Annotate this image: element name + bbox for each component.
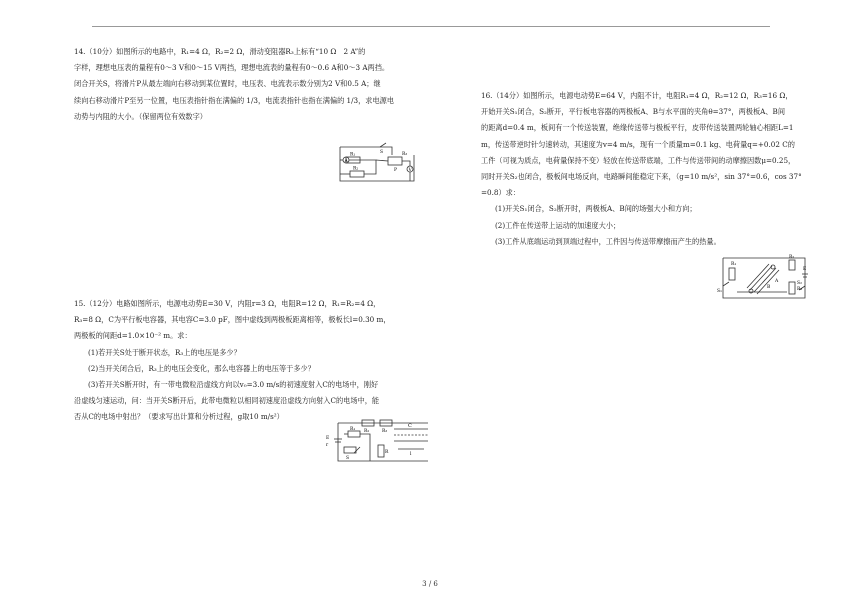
question-16-line-6: 同时开关S₂也闭合，极板间电场反向，电路瞬间能稳定下来，（g=10 m/s²，sin 37°=0.6，cos 37°	[481, 172, 802, 182]
question-15-sub-3c: 否从C的电场中射出？（要求写出计算和分析过程，g取10 m/s²）	[74, 412, 284, 422]
q15-label-R2: R₂	[364, 429, 370, 434]
question-16-sub-3: (3)工件从底端运动到顶端过程中，工件因与传送带摩擦而产生的热量。	[495, 236, 721, 246]
q16-label-S2: S₂	[797, 281, 802, 286]
question-15-sub-1: (1)若开关S处于断开状态，R₃上的电压是多少？	[88, 347, 241, 357]
question-16-line-4: m，传送带逆时针匀速转动，其速度为v=4 m/s，现有一个质量m=0.1 kg、电荷量q=+0.02 C的	[481, 139, 795, 149]
q16-label-A: A	[775, 279, 779, 284]
q15-label-l: l	[410, 452, 412, 457]
question-15-circuit-figure	[324, 419, 432, 465]
question-14-line-3: 闭合开关S，将滑片P从最左端向右移动到某位置时，电压表、电流表示数分别为2 V和0.5 A；继	[74, 79, 381, 89]
q15-label-R1: R₁	[350, 427, 356, 432]
question-14-line-5: 动势与内阻的大小。（保留两位有效数字）	[74, 111, 207, 121]
question-15-sub-2: (2)当开关闭合后，R₃上的电压会变化，那么电容器上的电压等于多少？	[88, 363, 315, 373]
question-15-line-1: 15.（12分）电路如图所示，电源电动势E=30 V，内阻r=3 Ω，电阻R=12 Ω，R₁=R₂=4 Ω，	[74, 299, 381, 308]
q14-label-P: P	[394, 168, 398, 173]
question-14-line-2: 字样，理想电压表的量程有0～3 V和0～15 V两挡，理想电流表的量程有0～0.6 A和0～3 A两挡。	[74, 63, 390, 73]
question-15-sub-3b: 沿虚线匀速运动，问：当开关S断开后，此带电微粒以相同初速度沿虚线方向射入C的电场中，能	[74, 396, 380, 406]
q14-label-R1: R₁	[350, 152, 356, 158]
q14-label-R2: R₂	[353, 166, 359, 172]
page-number: 3 / 6	[422, 580, 438, 588]
q15-label-r: r	[326, 443, 329, 448]
q16-label-R1: R₁	[731, 262, 737, 267]
question-14-circuit-figure	[336, 141, 418, 187]
question-16-line-3: 的距离d=0.4 m，板间有一个传送装置，绝缘传送带与极板平行，皮带传送装置两轮轴心相距L=1	[481, 123, 794, 133]
question-14-line-1: 14.（10分）如图所示的电路中，R₁=4 Ω，R₂=2 Ω，滑动变阻器R₃上标有“10 Ω 2 A”的	[74, 47, 366, 56]
q15-label-C: C	[408, 423, 412, 429]
q15-label-R: R	[385, 450, 389, 455]
question-16	[481, 88, 802, 250]
q14-label-V: V	[408, 168, 412, 173]
question-16-line-5: 工件（可视为质点，电荷量保持不变）轻放在传送带底端，工件与传送带间的动摩擦因数μ=0.25，	[481, 155, 796, 165]
question-14-line-4: 续向右移动滑片P至另一位置，电压表指针指在满偏的 1/3，电流表指针也指在满偏的 1/3，求电源电	[74, 95, 395, 105]
q15-label-E: E	[326, 436, 330, 441]
q16-label-R3: R₃	[797, 287, 803, 292]
question-16-circuit-figure	[717, 254, 811, 302]
q16-label-E: E	[803, 267, 807, 272]
header-rule	[92, 26, 770, 27]
question-15-sub-3a: (3)若开关S断开时，有一带电微粒沿虚线方向以v₀=3.0 m/s的初速度射入C的电场中，刚好	[88, 380, 379, 390]
question-15-line-3: 两极板的间距d=1.0×10⁻² m。求：	[74, 331, 192, 341]
question-15-line-2: R₃=8 Ω，C为平行板电容器，其电容C=3.0 pF，图中虚线到两极板距离相等，极板长l=0.30 m，	[74, 315, 391, 325]
q16-label-S1: S₁	[717, 289, 722, 294]
q16-label-B: B	[767, 285, 771, 290]
question-16-line-7: =0.8）求：	[481, 188, 521, 198]
q15-label-S: S	[346, 456, 350, 461]
q14-label-A: A	[344, 159, 348, 164]
question-16-sub-2: (2)工件在传送带上运动的加速度大小；	[495, 220, 621, 230]
q14-label-S: S	[380, 150, 384, 155]
question-16-sub-1: (1)开关S₁闭合，S₂断开时，两极板A、B间的场强大小和方向；	[495, 204, 697, 214]
question-14	[74, 44, 436, 125]
question-15	[74, 296, 436, 426]
q14-label-R3: R₃	[402, 152, 408, 157]
question-16-line-2: 开始开关S₁闭合，S₂断开，平行板电容器的两极板A、B与水平面的夹角θ=37°，两极板A、B间	[481, 107, 786, 117]
q16-label-R2: R₂	[789, 255, 795, 260]
q15-label-R3: R₃	[382, 429, 388, 434]
question-16-line-1: 16.（14分）如图所示，电源电动势E=64 V，内阻不计，电阻R₁=4 Ω，R₂=12 Ω，R₃=16 Ω，	[481, 91, 793, 100]
